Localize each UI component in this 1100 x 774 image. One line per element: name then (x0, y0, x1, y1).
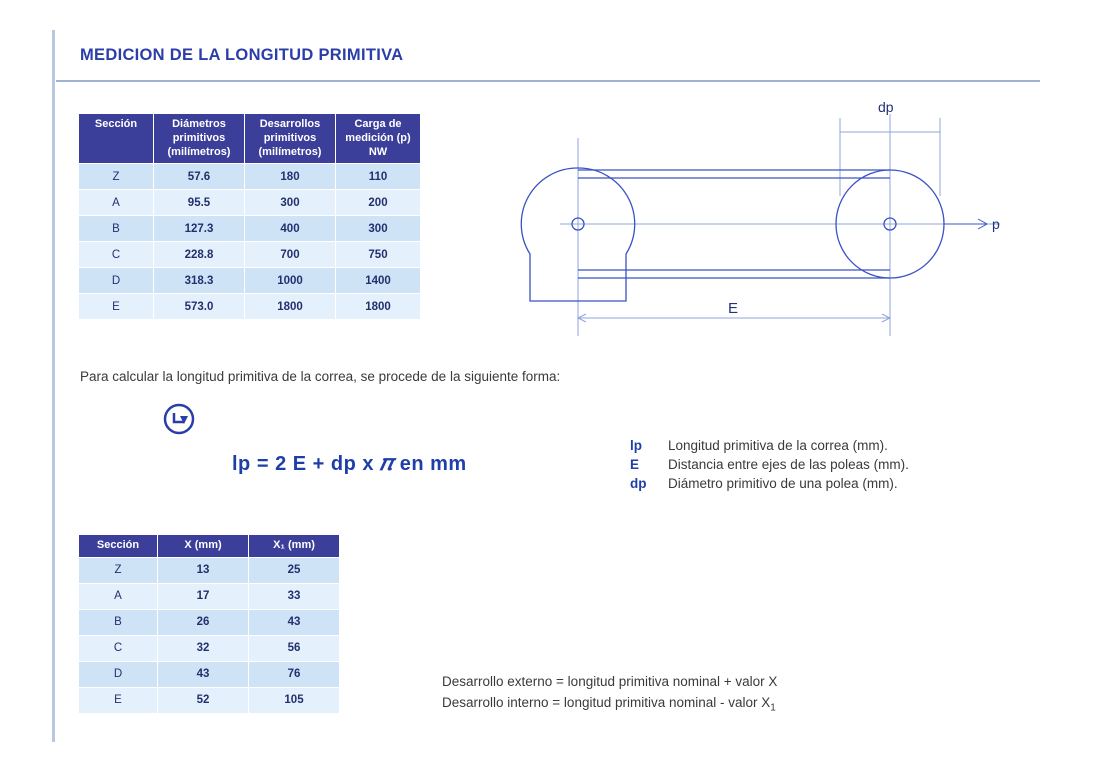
note-interno-text: Desarrollo interno = longitud primitiva nominal - valor X (442, 694, 771, 710)
table-row (79, 584, 339, 609)
cell-desarrollo: 1000 (245, 268, 335, 293)
legend-symbol: dp (630, 476, 647, 491)
table-row (79, 610, 339, 635)
cell-diametro: 57.6 (154, 164, 244, 189)
cell-seccion: D (79, 268, 153, 293)
legend-description: Diámetro primitivo de una polea (mm). (668, 476, 898, 491)
cell-desarrollo: 300 (245, 190, 335, 215)
table-row (79, 216, 420, 241)
legend-description: Distancia entre ejes de las poleas (mm). (668, 457, 909, 472)
cell-desarrollo: 1800 (245, 294, 335, 319)
cell-desarrollo: 180 (245, 164, 335, 189)
cell-seccion: Z (79, 164, 153, 189)
cell-x1: 33 (249, 584, 339, 609)
column-header-desarrollos: Desarrollos primitivos (milímetros) (245, 114, 335, 163)
cell-seccion: C (79, 636, 157, 661)
formula-pi-symbol: 𝜋 (380, 450, 394, 476)
legend-item (630, 438, 909, 453)
table-header-row (79, 114, 420, 163)
cell-x1: 25 (249, 558, 339, 583)
cell-diametro: 573.0 (154, 294, 244, 319)
table-row (79, 164, 420, 189)
cell-desarrollo: 400 (245, 216, 335, 241)
cell-x: 13 (158, 558, 248, 583)
cell-seccion: E (79, 688, 157, 713)
table-row (79, 190, 420, 215)
page-header (56, 42, 1040, 76)
note-externo: Desarrollo externo = longitud primitiva nominal + valor X (442, 674, 778, 689)
note-interno-subscript: 1 (770, 702, 776, 714)
cell-carga: 1800 (336, 294, 420, 319)
cell-x1: 105 (249, 688, 339, 713)
arrow-down-right-icon (163, 403, 195, 435)
diagram-label-E: E (728, 300, 739, 317)
column-header-seccion: Sección (79, 535, 157, 557)
cell-x: 43 (158, 662, 248, 687)
legend-symbol: E (630, 457, 640, 472)
table-row (79, 688, 339, 713)
tabla-diametros-primitivos (78, 113, 421, 320)
cell-seccion: B (79, 610, 157, 635)
cell-seccion: A (79, 584, 157, 609)
formula-legend (630, 438, 909, 495)
cell-desarrollo: 700 (245, 242, 335, 267)
legend-item (630, 476, 909, 491)
legend-item (630, 457, 909, 472)
legend-description: Longitud primitiva de la correa (mm). (668, 438, 888, 453)
cell-x: 32 (158, 636, 248, 661)
diagram-label-dp: dp (878, 99, 894, 115)
cell-seccion: C (79, 242, 153, 267)
cell-diametro: 318.3 (154, 268, 244, 293)
bottom-notes (442, 672, 777, 716)
header-divider (56, 80, 1040, 82)
diagram-label-p: p (992, 216, 1000, 232)
page-title: MEDICION DE LA LONGITUD PRIMITIVA (80, 46, 404, 64)
cell-seccion: E (79, 294, 153, 319)
column-header-diametros: Diámetros primitivos (milímetros) (154, 114, 244, 163)
cell-x1: 43 (249, 610, 339, 635)
column-header-x: X (mm) (158, 535, 248, 557)
table-row (79, 558, 339, 583)
table-header-row (79, 535, 339, 557)
cell-seccion: D (79, 662, 157, 687)
cell-carga: 1400 (336, 268, 420, 293)
cell-seccion: B (79, 216, 153, 241)
legend-symbol: lp (630, 438, 642, 453)
cell-carga: 750 (336, 242, 420, 267)
formula-prefix: lp = 2 E + dp x (232, 453, 381, 475)
cell-seccion: A (79, 190, 153, 215)
left-vertical-rule (52, 30, 55, 742)
cell-x: 17 (158, 584, 248, 609)
table-row (79, 268, 420, 293)
cell-x1: 76 (249, 662, 339, 687)
cell-diametro: 127.3 (154, 216, 244, 241)
column-header-seccion: Sección (79, 114, 153, 163)
tabla-valores-x (78, 534, 340, 714)
note-interno (442, 693, 777, 716)
pulley-belt-diagram (500, 96, 1060, 356)
cell-diametro: 95.5 (154, 190, 244, 215)
table-row (79, 242, 420, 267)
cell-x: 52 (158, 688, 248, 713)
cell-seccion: Z (79, 558, 157, 583)
cell-carga: 200 (336, 190, 420, 215)
column-header-x1: X₁ (mm) (249, 535, 339, 557)
table-row (79, 636, 339, 661)
cell-x1: 56 (249, 636, 339, 661)
table-row (79, 662, 339, 687)
cell-diametro: 228.8 (154, 242, 244, 267)
instruction-paragraph: Para calcular la longitud primitiva de la correa, se procede de la siguiente forma: (80, 369, 561, 384)
table-row (79, 294, 420, 319)
cell-x: 26 (158, 610, 248, 635)
column-header-carga: Carga de medición (p) NW (336, 114, 420, 163)
cell-carga: 300 (336, 216, 420, 241)
formula-suffix: en mm (393, 453, 467, 475)
formula-longitud-primitiva (232, 450, 467, 476)
cell-carga: 110 (336, 164, 420, 189)
